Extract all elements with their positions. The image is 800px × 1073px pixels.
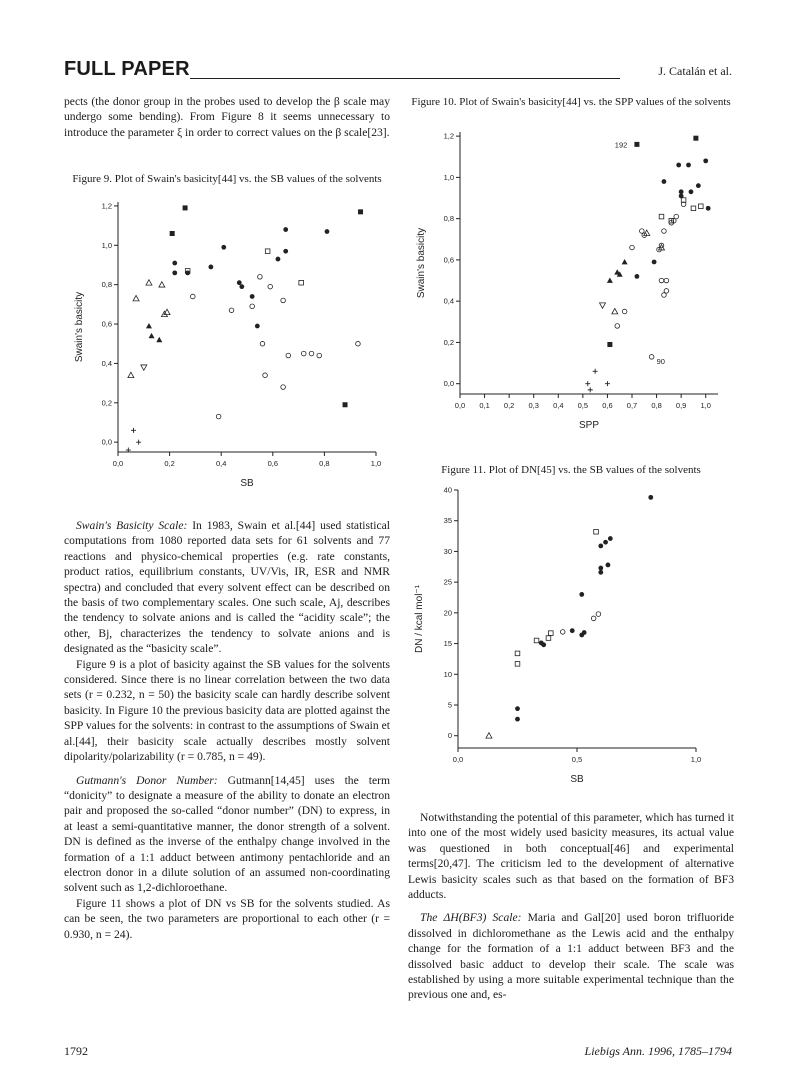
data-point-open-circle — [640, 229, 645, 234]
data-point-filled-circle — [679, 189, 684, 194]
gutmann-paragraph — [64, 773, 390, 896]
data-point-filled-circle — [662, 179, 667, 184]
data-point-open-circle — [664, 278, 669, 283]
y-tick-label: 0,2 — [101, 398, 112, 408]
data-point-filled-circle — [276, 257, 281, 262]
data-point-open-circle — [662, 293, 667, 298]
data-point-filled-circle — [221, 245, 226, 250]
x-tick-label: 0,5 — [577, 401, 589, 410]
y-tick-label: 0,4 — [101, 358, 112, 368]
data-point-filled-circle — [579, 592, 584, 597]
data-point-open-circle — [662, 229, 667, 234]
y-tick-label: 15 — [443, 639, 452, 649]
data-point-open-inverted-triangle — [141, 365, 147, 370]
y-tick-label: 35 — [443, 516, 452, 526]
data-point-open-triangle — [159, 282, 165, 287]
data-point-open-square — [265, 249, 270, 254]
data-point-open-square — [549, 631, 554, 636]
data-point-filled-circle — [515, 706, 520, 711]
y-tick-label: 30 — [443, 546, 452, 556]
fig9-caption: Figure 9. Plot of Swain's basicity[44] vs. the SB values of the solvents — [72, 173, 382, 185]
data-point-filled-circle — [255, 324, 260, 329]
fig11-paragraph: Figure 11 shows a plot of DN vs SB for the solvents studied. As can be seen, the two parameters are proportional to each other (r = 0.930, n = 24). — [64, 896, 390, 941]
header-rule — [190, 78, 620, 79]
bf3-text: Maria and Gal[20] used boron trifluoride dissolved in dichloromethane as the Lewis acid and the enthalpy change for the formation of a 1:1 adduct between BF3 and the dissolved basic adduct to develop their scale. The scale was established by using a more suitable experimental technique than the previous one and, es- — [408, 911, 734, 1002]
swain-paragraph — [64, 518, 390, 657]
data-point-filled-square — [183, 205, 188, 210]
data-point-filled-triangle — [146, 323, 152, 328]
data-point-filled-circle — [696, 183, 701, 188]
x-tick-label: 0,5 — [571, 755, 583, 764]
data-point-filled-circle — [208, 265, 213, 270]
data-point-open-circle — [258, 275, 263, 280]
x-axis-label: SB — [240, 478, 254, 489]
data-point-open-circle — [286, 353, 291, 358]
data-point-plus — [136, 440, 141, 445]
fig9-chart — [64, 192, 394, 502]
data-point-filled-circle — [686, 163, 691, 168]
journal-citation: Liebigs Ann. 1996, 1785–1794 — [584, 1044, 732, 1058]
data-point-filled-square — [170, 231, 175, 236]
data-point-open-square — [659, 214, 664, 219]
bf3-paragraph — [408, 910, 734, 1002]
data-point-filled-circle — [706, 206, 711, 211]
fig10-chart — [408, 126, 738, 446]
x-tick-label: 0,4 — [215, 459, 227, 468]
page-number: 1792 — [64, 1044, 88, 1058]
swain-text: In 1983, Swain et al.[44] used statistical computations from 1080 reported data sets for 61 solvents and 77 reactions and physico-chemical properties (e.g. rate constants, product ratios, equilibrium constants, UV/Vis, IR, ESR and NMR spectra) and concluded that every solvent effect can be described on the basis of two complementary scales. One such scale, Aj, describes the tendency to solvate anions and is called the “acidity scale”; the other, Bj, characterizes the tendency to solvate anions and is designated as the “basicity scale”. — [64, 519, 390, 656]
data-point-filled-circle — [515, 717, 520, 722]
data-point-open-circle — [216, 414, 221, 419]
data-point-filled-circle — [172, 261, 177, 266]
data-point-open-circle — [301, 351, 306, 356]
data-point-filled-circle — [598, 566, 603, 571]
data-point-open-triangle — [146, 280, 152, 285]
y-tick-label: 1,2 — [101, 201, 112, 211]
data-point-filled-triangle — [149, 333, 155, 338]
data-point-filled-circle — [598, 544, 603, 549]
data-point-filled-circle — [172, 270, 177, 275]
x-tick-label: 0,8 — [319, 459, 330, 468]
data-point-filled-circle — [582, 630, 587, 635]
gutmann-title: Gutmann's Donor Number: — [76, 773, 218, 787]
x-tick-label: 0,8 — [651, 401, 662, 410]
data-point-filled-circle — [703, 158, 708, 163]
y-tick-label: 0,6 — [443, 255, 454, 265]
x-tick-label: 0,0 — [454, 401, 466, 410]
fig9-paragraph: Figure 9 is a plot of basicity against the SB values for the solvents considered. Since there is no linear correlation between the two data sets (r = 0.232, n = 50) the basicity scale can hardly describe solvent basicity. In Figure 10 the previous basicity data are plotted against the SPP values for the solvents: in contrast to the assumptions of Swain et al.[44], their basicity scale actually describes mostly solvent dipolarity/polarizability (r = 0.785, n = 49). — [64, 657, 390, 764]
x-tick-label: 0,4 — [553, 401, 564, 410]
x-tick-label: 1,0 — [370, 459, 382, 468]
intro-paragraph: pects (the donor group in the probes used to develop the β scale may undergo some bending). From Figure 8 it seems unnecessary to introduce the parameter ξ in order to correct values on the β scale[23]. — [64, 95, 390, 139]
data-point-open-circle — [596, 612, 601, 617]
data-point-open-square — [546, 636, 551, 641]
data-point-open-circle — [250, 304, 255, 309]
donor-paragraph: Notwithstanding the potential of this parameter, which has turned it into one of the most widely used basicity measures, its actual value was questioned in both conceptual[46] and experimental terms[20,47]. The criticism led to the development of alternative Lewis basicity scales such as that based on the formation of BF3 adducts. — [408, 811, 734, 902]
gutmann-text: Gutmann[14,45] uses the term “donicity” to designate a measure of the ability to donate an electron pair and proposed the so-called “donor number” (DN) to express, in at least a semi-quantitative manner, the donor strength of a solvent. DN is defined as the inverse of the enthalpy change involved in the formation of a 1:1 adduct between antimony pentachloride and an electron donor in a dilute solution of an assumed non-coordinating solvent such as 1,2-dichloroethane. — [64, 773, 390, 895]
data-point-filled-circle — [283, 249, 288, 254]
data-point-open-circle — [317, 353, 322, 358]
y-tick-label: 1,0 — [443, 172, 454, 182]
data-point-filled-circle — [676, 163, 681, 168]
data-point-open-inverted-triangle — [600, 303, 606, 308]
y-tick-label: 0,4 — [443, 296, 454, 306]
data-point-open-circle — [356, 341, 361, 346]
fig11-caption: Figure 11. Plot of DN[45] vs. the SB values of the solvents — [441, 464, 701, 476]
y-tick-label: 25 — [443, 577, 452, 587]
y-tick-label: 1,2 — [443, 131, 454, 141]
data-point-open-circle — [591, 616, 596, 621]
x-tick-label: 0,9 — [675, 401, 687, 410]
data-point-filled-triangle — [156, 337, 162, 342]
data-point-filled-triangle — [607, 278, 613, 283]
data-point-open-triangle — [612, 308, 618, 313]
x-tick-label: 0,6 — [267, 459, 279, 468]
data-point-open-circle — [191, 294, 196, 299]
x-tick-label: 1,0 — [690, 755, 702, 764]
data-point-filled-square — [693, 136, 698, 141]
data-point-filled-square — [607, 342, 612, 347]
point-annotation: 192 — [614, 140, 628, 150]
y-tick-label: 5 — [447, 700, 452, 710]
data-point-filled-square — [343, 402, 348, 407]
data-point-open-triangle — [128, 372, 134, 377]
x-axis-label: SPP — [578, 420, 600, 431]
data-point-open-triangle — [133, 295, 139, 300]
data-point-filled-circle — [603, 540, 608, 545]
x-tick-label: 0,2 — [503, 401, 515, 410]
data-point-filled-circle — [325, 229, 330, 234]
data-point-open-square — [515, 651, 520, 656]
y-tick-label: 10 — [443, 669, 452, 679]
x-tick-label: 1,0 — [700, 401, 711, 410]
data-point-open-circle — [309, 351, 314, 356]
y-tick-label: 1,0 — [101, 240, 112, 250]
data-point-plus — [131, 428, 136, 433]
header-authors: J. Catalán et al. — [658, 64, 732, 78]
data-point-open-circle — [281, 298, 286, 303]
data-point-open-square — [691, 206, 696, 211]
data-point-filled-circle — [250, 294, 255, 299]
data-point-filled-circle — [239, 284, 244, 289]
data-point-open-circle — [268, 284, 273, 289]
data-point-filled-circle — [283, 227, 288, 232]
data-point-filled-circle — [606, 563, 611, 568]
x-tick-label: 0,3 — [528, 401, 539, 410]
data-point-filled-circle — [570, 628, 575, 633]
data-point-open-circle — [649, 355, 654, 360]
data-point-plus — [588, 387, 593, 392]
data-point-open-circle — [229, 308, 234, 313]
data-point-open-square — [594, 529, 599, 534]
data-point-open-circle — [630, 245, 635, 250]
data-point-filled-circle — [608, 536, 613, 541]
data-point-open-square — [699, 204, 704, 209]
data-point-open-triangle — [486, 733, 492, 738]
data-point-open-circle — [260, 341, 265, 346]
data-point-filled-circle — [237, 280, 242, 285]
data-point-open-circle — [263, 373, 268, 378]
data-point-filled-circle — [652, 260, 657, 265]
data-point-open-circle — [281, 385, 286, 390]
data-point-open-circle — [622, 309, 627, 314]
x-tick-label: 0,7 — [626, 401, 638, 410]
x-axis-label: SB — [570, 774, 584, 785]
y-tick-label: 0,0 — [443, 379, 454, 389]
data-point-open-circle — [560, 630, 565, 635]
x-tick-label: 0,0 — [452, 755, 464, 764]
left-body — [64, 518, 390, 942]
right-body — [408, 810, 734, 1003]
point-annotation: 90 — [656, 356, 665, 366]
y-tick-label: 0,8 — [101, 280, 112, 290]
x-tick-label: 0,6 — [602, 401, 613, 410]
data-point-filled-square — [634, 142, 639, 147]
data-point-filled-circle — [598, 570, 603, 575]
data-point-plus — [593, 369, 598, 374]
data-point-plus — [605, 381, 610, 386]
y-tick-label: 40 — [443, 485, 452, 495]
data-point-filled-circle — [541, 642, 546, 647]
y-tick-label: 0,8 — [443, 214, 454, 224]
bf3-title: The ΔH(BF3) Scale: — [420, 911, 522, 925]
swain-title: Swain's Basicity Scale: — [76, 519, 188, 532]
x-tick-label: 0,1 — [479, 401, 490, 410]
data-point-filled-square — [358, 209, 363, 214]
data-point-open-square — [515, 662, 520, 667]
y-tick-label: 0,0 — [101, 437, 112, 447]
data-point-open-circle — [615, 324, 620, 329]
x-tick-label: 0,0 — [112, 459, 124, 468]
data-point-open-square — [534, 638, 539, 643]
y-axis-label: DN / kcal mol⁻¹ — [414, 584, 425, 654]
y-tick-label: 0,6 — [101, 319, 112, 329]
y-tick-label: 20 — [443, 608, 452, 618]
y-axis-label: Swain's basicity — [416, 227, 427, 299]
data-point-filled-circle — [648, 495, 653, 500]
data-point-filled-triangle — [622, 259, 628, 264]
data-point-plus — [585, 381, 590, 386]
fig11-chart — [408, 484, 738, 794]
left-intro — [64, 94, 390, 140]
y-tick-label: 0 — [447, 731, 452, 741]
data-point-open-circle — [659, 278, 664, 283]
data-point-open-square — [299, 280, 304, 285]
y-tick-label: 0,2 — [443, 337, 454, 347]
y-axis-label: Swain's basicity — [74, 291, 85, 363]
data-point-filled-circle — [689, 189, 694, 194]
x-tick-label: 0,2 — [164, 459, 175, 468]
section-heading: FULL PAPER — [64, 58, 190, 80]
data-point-filled-circle — [635, 274, 640, 279]
fig10-caption: Figure 10. Plot of Swain's basicity[44] vs. the SPP values of the solvents — [411, 96, 731, 108]
